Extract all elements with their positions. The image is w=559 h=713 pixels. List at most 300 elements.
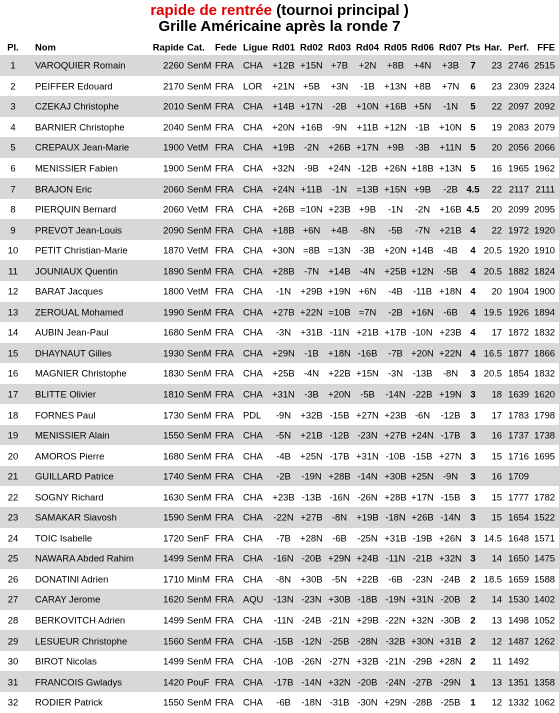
player-category: PouF — [187, 676, 210, 688]
round-6-result: -15B — [412, 450, 433, 462]
round-1-result: -6B — [276, 696, 291, 708]
player-points: 1 — [470, 676, 476, 688]
player-category: SenM — [187, 635, 212, 647]
round-3-result: -11N — [329, 326, 350, 338]
table-row — [0, 343, 559, 364]
round-2-result: +29B — [300, 285, 323, 297]
round-3-result: -27N — [329, 655, 350, 667]
player-points: 7 — [470, 59, 476, 71]
player-points: 4.5 — [466, 203, 480, 215]
player-category: SenM — [187, 450, 212, 462]
round-5-result: -24N — [385, 676, 406, 688]
player-ffe-rating: 2079 — [534, 121, 555, 133]
player-ligue: LOR — [243, 80, 263, 92]
player-points: 3 — [470, 409, 476, 421]
col-header-rapide: Rapide — [152, 41, 184, 52]
round-1-result: -16N — [273, 552, 294, 564]
player-place: 11 — [8, 265, 18, 277]
round-2-result: +17N — [300, 100, 323, 112]
round-6-result: +24N — [411, 429, 434, 441]
round-4-result: -3B — [360, 244, 375, 256]
round-6-result: +14B — [411, 244, 434, 256]
round-1-result: -15B — [273, 635, 294, 647]
player-ffe-rating: 1358 — [534, 676, 555, 688]
player-category: SenM — [187, 306, 212, 318]
round-2-result: =8B — [303, 244, 320, 256]
round-6-result: +5N — [413, 100, 432, 112]
player-ffe-rating: 1910 — [534, 244, 555, 256]
player-rapide: 1680 — [163, 450, 184, 462]
player-place: 22 — [7, 491, 19, 503]
player-rapide: 1890 — [163, 265, 184, 277]
player-federation: FRA — [215, 224, 234, 236]
player-federation: FRA — [215, 367, 234, 379]
player-ligue: CHA — [243, 100, 263, 112]
player-harkness: 18 — [491, 388, 502, 400]
player-ligue: CHA — [243, 121, 263, 133]
round-3-result: =10B — [328, 306, 351, 318]
round-6-result: -27B — [412, 676, 433, 688]
player-name: DONATINI Adrien — [35, 573, 109, 585]
player-performance: 1920 — [508, 244, 529, 256]
round-5-result: +30B — [384, 470, 407, 482]
table-row — [0, 548, 559, 569]
col-header-har: Har. — [484, 41, 502, 52]
table-row — [0, 302, 559, 323]
player-harkness: 23 — [491, 59, 502, 71]
table-row — [0, 260, 559, 281]
player-ffe-rating: 1062 — [534, 696, 555, 708]
col-header-pts: Pts — [465, 41, 481, 52]
round-4-result: -5B — [360, 388, 375, 400]
player-performance: 1872 — [508, 326, 529, 338]
round-4-result: +9B — [359, 203, 376, 215]
round-1-result: +28B — [272, 265, 295, 277]
round-5-result: -3N — [387, 367, 404, 379]
round-2-result: -12N — [301, 635, 322, 647]
player-rapide: 1900 — [163, 162, 184, 174]
player-ligue: CHA — [243, 306, 263, 318]
round-5-result: +9B — [387, 141, 404, 153]
round-3-result: -16N — [329, 491, 350, 503]
round-1-result: +31N — [272, 388, 295, 400]
player-category: VetM — [187, 141, 209, 153]
round-4-result: -8N — [359, 224, 376, 236]
player-rapide: 1740 — [163, 470, 184, 482]
player-performance: 1716 — [508, 450, 529, 462]
player-federation: FRA — [215, 306, 234, 318]
player-harkness: 19 — [491, 121, 502, 133]
round-5-result: +12N — [384, 121, 407, 133]
round-7-result: -5B — [443, 265, 458, 277]
round-7-result: -20B — [440, 593, 461, 605]
player-ffe-rating: 1832 — [534, 326, 555, 338]
player-federation: FRA — [215, 532, 234, 544]
round-4-result: +21B — [356, 326, 379, 338]
table-row — [0, 569, 559, 590]
player-category: SenM — [187, 491, 212, 503]
player-ffe-rating: 1798 — [534, 409, 555, 421]
table-row — [0, 384, 559, 405]
player-federation: FRA — [215, 655, 234, 667]
round-6-result: -28B — [412, 696, 433, 708]
player-harkness: 20 — [491, 203, 502, 215]
round-7-result: -12B — [440, 409, 461, 421]
round-2-result: -4N — [303, 367, 320, 379]
player-federation: FRA — [215, 59, 234, 71]
round-6-result: -2N — [414, 203, 431, 215]
round-4-result: -28N — [357, 635, 378, 647]
player-place: 5 — [10, 141, 16, 153]
player-federation: FRA — [215, 491, 234, 503]
player-points: 3 — [470, 388, 476, 400]
player-name: BRAJON Eric — [35, 183, 92, 195]
player-harkness: 16 — [491, 429, 502, 441]
round-5-result: -22N — [385, 614, 406, 626]
col-header-cat: Cat. — [187, 41, 205, 52]
player-harkness: 14 — [491, 593, 502, 605]
round-3-result: +24N — [328, 162, 351, 174]
player-ffe-rating: 1695 — [534, 450, 555, 462]
round-1-result: +14B — [272, 100, 295, 112]
round-6-result: +25N — [411, 470, 434, 482]
round-2-result: -9B — [304, 162, 319, 174]
player-federation: FRA — [215, 573, 234, 585]
round-5-result: -4B — [388, 285, 403, 297]
round-2-result: +25N — [300, 450, 323, 462]
round-6-result: +18B — [411, 162, 434, 174]
round-5-result: +28B — [384, 491, 407, 503]
round-7-result: +21B — [439, 224, 462, 236]
player-ligue: CHA — [243, 141, 263, 153]
round-4-result: +29B — [356, 614, 379, 626]
player-performance: 1854 — [508, 367, 529, 379]
player-ligue: CHA — [243, 696, 263, 708]
player-category: SenM — [187, 59, 212, 71]
table-row — [0, 425, 559, 446]
round-2-result: +5B — [303, 80, 320, 92]
col-header-rd06: Rd06 — [411, 41, 434, 52]
player-place: 32 — [7, 696, 19, 708]
player-rapide: 1499 — [163, 655, 184, 667]
round-1-result: -11N — [273, 614, 294, 626]
player-name: CREPAUX Jean-Marie — [35, 141, 130, 153]
player-place: 4 — [10, 121, 16, 133]
round-5-result: +23B — [384, 409, 407, 421]
table-row — [0, 76, 559, 97]
player-name: CZEKAJ Christophe — [35, 100, 119, 112]
round-3-result: +30B — [328, 593, 351, 605]
round-2-result: +6N — [302, 224, 321, 236]
player-harkness: 16 — [491, 470, 502, 482]
round-3-result: +19N — [328, 285, 351, 297]
player-federation: FRA — [215, 511, 234, 523]
round-7-result: +18N — [439, 285, 462, 297]
player-rapide: 2170 — [163, 80, 184, 92]
player-federation: FRA — [215, 635, 234, 647]
player-place: 13 — [7, 306, 19, 318]
player-ffe-rating: 1738 — [534, 429, 555, 441]
player-category: SenM — [187, 614, 212, 626]
player-harkness: 22 — [491, 224, 502, 236]
round-5-result: -2B — [388, 306, 403, 318]
table-row — [0, 322, 559, 343]
round-2-result: -3B — [304, 388, 319, 400]
round-6-result: -1B — [415, 121, 430, 133]
col-header-pl: Pl. — [7, 41, 19, 52]
player-federation: FRA — [215, 347, 234, 359]
round-3-result: -9N — [331, 121, 348, 133]
round-7-result: -2B — [443, 183, 458, 195]
round-6-result: +12N — [411, 265, 434, 277]
round-7-result: -4B — [443, 244, 458, 256]
player-place: 29 — [7, 635, 19, 647]
player-federation: FRA — [215, 388, 234, 400]
round-7-result: +16B — [439, 203, 462, 215]
player-harkness: 20.5 — [483, 367, 502, 379]
round-4-result: -20B — [357, 676, 378, 688]
round-5-result: -18N — [385, 511, 406, 523]
player-place: 17 — [7, 388, 19, 400]
col-header-rd01: Rd01 — [272, 41, 295, 52]
player-category: SenM — [187, 593, 212, 605]
player-performance: 1351 — [508, 676, 529, 688]
player-ffe-rating: 1962 — [534, 162, 555, 174]
player-performance: 1650 — [508, 552, 529, 564]
round-6-result: -23N — [412, 573, 433, 585]
player-category: SenM — [187, 511, 212, 523]
player-rapide: 1810 — [163, 388, 184, 400]
player-rapide: 1800 — [163, 285, 184, 297]
player-performance: 2117 — [508, 183, 529, 195]
player-rapide: 2260 — [163, 59, 184, 71]
table-header-row — [0, 38, 559, 55]
table-row — [0, 137, 559, 158]
player-harkness: 14.5 — [483, 532, 502, 544]
player-name: ZEROUAL Mohamed — [35, 306, 124, 318]
table-row — [0, 486, 559, 507]
player-points: 3 — [470, 491, 476, 503]
player-performance: 2099 — [508, 203, 529, 215]
round-5-result: +26N — [384, 162, 407, 174]
player-federation: FRA — [215, 696, 234, 708]
player-points: 3 — [470, 450, 476, 462]
round-6-result: +17N — [411, 491, 434, 503]
round-2-result: +21B — [300, 429, 323, 441]
player-ffe-rating: 2324 — [534, 80, 555, 92]
round-4-result: +17N — [356, 141, 379, 153]
round-5-result: -7B — [388, 347, 403, 359]
player-place: 25 — [7, 552, 19, 564]
player-harkness: 22 — [491, 100, 502, 112]
player-points: 2 — [470, 655, 476, 667]
player-category: SenM — [187, 367, 212, 379]
player-category: SenM — [187, 183, 212, 195]
round-1-result: -1N — [275, 285, 292, 297]
round-2-result: +28N — [300, 532, 323, 544]
player-name: CARAY Jerome — [35, 593, 101, 605]
player-category: MinM — [187, 573, 210, 585]
player-points: 3 — [470, 511, 476, 523]
player-ffe-rating: 2111 — [535, 183, 555, 195]
round-3-result: +3N — [330, 80, 349, 92]
round-2-result: -24B — [301, 614, 322, 626]
player-federation: FRA — [215, 183, 234, 195]
round-4-result: +10N — [356, 100, 379, 112]
player-name: FRANCOIS Gwladys — [35, 676, 122, 688]
player-ligue: CHA — [243, 265, 263, 277]
round-7-result: +23B — [439, 326, 462, 338]
player-performance: 1904 — [508, 285, 529, 297]
round-2-result: +11B — [300, 183, 323, 195]
player-name: TOIC Isabelle — [35, 532, 93, 544]
player-category: SenM — [187, 265, 212, 277]
round-4-result: -25N — [357, 532, 378, 544]
round-2-result: +16B — [300, 121, 323, 133]
player-performance: 1487 — [508, 635, 529, 647]
player-name: PREVOT Jean-Louis — [35, 224, 122, 236]
player-performance: 2056 — [508, 141, 529, 153]
col-header-nom: Nom — [35, 41, 56, 52]
player-rapide: 1420 — [163, 676, 184, 688]
round-6-result: +4N — [413, 59, 432, 71]
tournament-title-rest: (tournoi principal ) — [272, 2, 409, 19]
player-federation: FRA — [215, 80, 234, 92]
round-1-result: -4B — [276, 450, 291, 462]
player-points: 3 — [470, 532, 476, 544]
player-ligue: CHA — [243, 470, 263, 482]
round-3-result: -31B — [329, 696, 350, 708]
player-ffe-rating: 1824 — [534, 265, 555, 277]
player-name: LESUEUR Christophe — [35, 635, 128, 647]
player-category: SenM — [187, 326, 212, 338]
player-federation: FRA — [215, 100, 234, 112]
player-points: 5 — [470, 141, 476, 153]
player-category: VetM — [187, 244, 209, 256]
player-ffe-rating: 2066 — [534, 141, 555, 153]
player-ffe-rating: 1782 — [534, 491, 555, 503]
player-federation: FRA — [215, 285, 234, 297]
round-6-result: +26B — [411, 511, 434, 523]
player-name: MENISSIER Alain — [35, 429, 110, 441]
player-name: PETIT Christian-Marie — [35, 244, 128, 256]
player-federation: FRA — [215, 593, 234, 605]
player-ffe-rating: 2515 — [534, 59, 555, 71]
player-ffe-rating: 1052 — [534, 614, 555, 626]
round-7-result: -17B — [440, 429, 461, 441]
round-4-result: =7N — [358, 306, 377, 318]
player-performance: 1530 — [508, 593, 529, 605]
round-3-result: +23B — [328, 203, 351, 215]
round-3-result: -6B — [332, 532, 347, 544]
player-points: 5 — [470, 162, 476, 174]
table-row — [0, 363, 559, 384]
round-5-result: +25B — [384, 265, 407, 277]
round-4-result: +19B — [356, 511, 379, 523]
round-3-result: -25B — [329, 635, 350, 647]
round-4-result: +32B — [356, 655, 379, 667]
player-performance: 1709 — [508, 470, 529, 482]
round-1-result: +30N — [272, 244, 295, 256]
round-4-result: +11B — [356, 121, 379, 133]
player-ffe-rating: 1920 — [534, 224, 555, 236]
player-harkness: 13 — [491, 676, 502, 688]
round-3-result: +20N — [328, 388, 351, 400]
round-3-result: -15B — [329, 409, 350, 421]
round-2-result: +30B — [300, 573, 323, 585]
col-header-ligue: Ligue — [243, 41, 268, 52]
round-6-result: +30N — [411, 635, 434, 647]
round-3-result: -5N — [331, 573, 348, 585]
player-name: PEIFFER Edouard — [35, 80, 113, 92]
player-ligue: CHA — [243, 552, 263, 564]
player-points: 3 — [470, 470, 476, 482]
table-row — [0, 55, 559, 76]
round-7-result: -9N — [442, 470, 459, 482]
player-harkness: 12 — [491, 635, 502, 647]
col-header-rd07: Rd07 — [439, 41, 462, 52]
round-6-result: +8B — [414, 80, 431, 92]
player-category: VetM — [187, 203, 209, 215]
player-points: 5 — [470, 100, 476, 112]
player-ligue: PDL — [243, 409, 262, 421]
player-ligue: CHA — [243, 491, 263, 503]
player-ffe-rating: 1475 — [534, 552, 555, 564]
player-rapide: 1730 — [163, 409, 184, 421]
round-4-result: +31N — [356, 450, 379, 462]
round-2-result: -20B — [301, 552, 322, 564]
player-performance: 1332 — [508, 696, 529, 708]
round-1-result: -3N — [275, 326, 292, 338]
round-6-result: +20N — [411, 347, 434, 359]
player-place: 7 — [10, 183, 16, 195]
player-name: SAMAKAR Siavosh — [35, 511, 117, 523]
player-place: 18 — [7, 409, 19, 421]
player-name: BERKOVITCH Adrien — [35, 614, 126, 626]
round-5-result: -14N — [385, 388, 406, 400]
player-rapide: 1830 — [163, 367, 184, 379]
player-place: 21 — [7, 470, 19, 482]
player-ligue: CHA — [243, 614, 263, 626]
player-ffe-rating: 1900 — [534, 285, 555, 297]
player-category: SenM — [187, 121, 212, 133]
round-2-result: +27B — [300, 511, 323, 523]
col-header-rd02: Rd02 — [300, 41, 323, 52]
round-1-result: -9N — [275, 409, 292, 421]
round-4-result: +24B — [356, 552, 379, 564]
player-performance: 1926 — [508, 306, 529, 318]
round-6-result: -6N — [414, 409, 431, 421]
table-row — [0, 671, 559, 692]
table-row — [0, 117, 559, 138]
player-harkness: 16.5 — [483, 347, 502, 359]
round-5-result: +31B — [384, 532, 407, 544]
player-federation: FRA — [215, 121, 234, 133]
player-place: 12 — [7, 285, 19, 297]
round-3-result: =13N — [328, 244, 351, 256]
player-ligue: CHA — [243, 429, 263, 441]
player-category: SenM — [187, 409, 212, 421]
player-points: 2 — [470, 573, 476, 585]
player-category: SenM — [187, 655, 212, 667]
round-5-result: -11N — [385, 552, 406, 564]
player-category: SenM — [187, 80, 212, 92]
round-4-result: +22B — [356, 573, 379, 585]
player-harkness: 20.5 — [483, 265, 502, 277]
round-4-result: -12B — [357, 162, 378, 174]
player-ffe-rating: 1571 — [534, 532, 555, 544]
player-federation: FRA — [215, 326, 234, 338]
